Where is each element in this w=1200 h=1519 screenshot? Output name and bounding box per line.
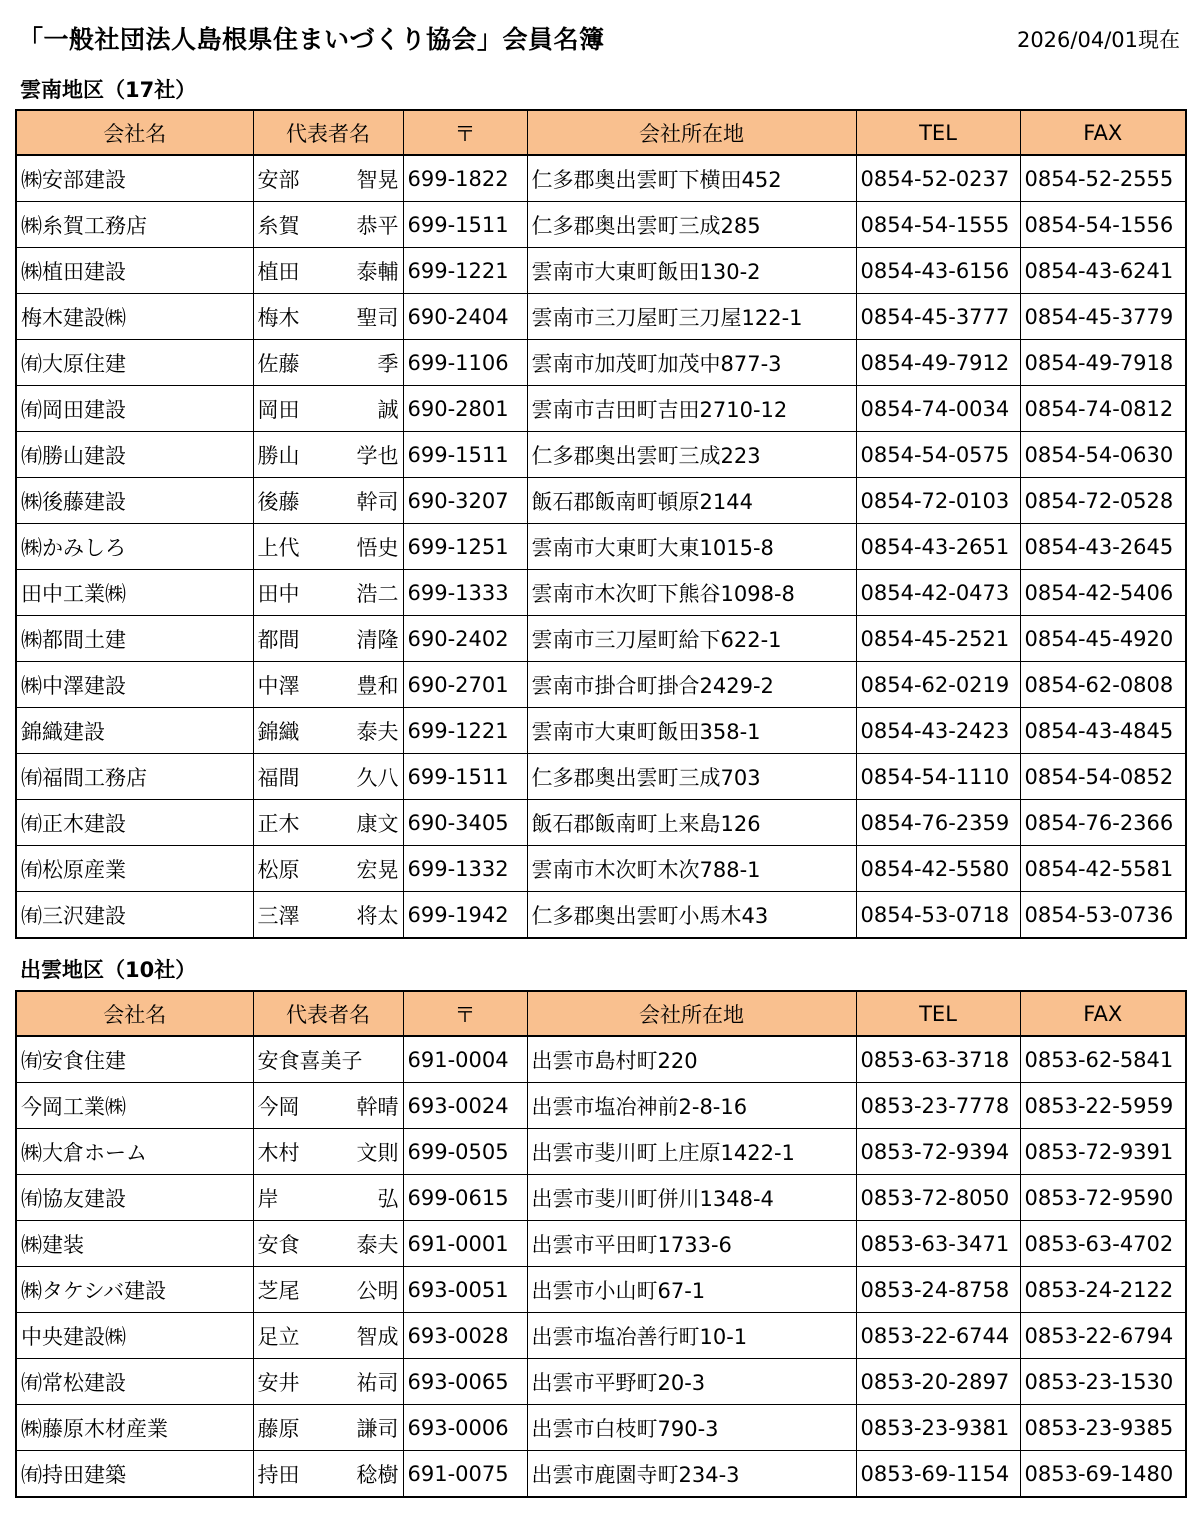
table-row bbox=[16, 1129, 1186, 1175]
tel-number: 0853-72-9394 bbox=[856, 1129, 1020, 1175]
section-label-izumo: 出雲地区（10社） bbox=[20, 958, 197, 982]
representative-surname: 足立 bbox=[257, 1324, 300, 1349]
representative-surname: 錦織 bbox=[257, 719, 300, 744]
fax-number: 0854-54-1556 bbox=[1020, 202, 1186, 248]
company-address: 出雲市島村町220 bbox=[527, 1036, 856, 1083]
company-name: ㈱糸賀工務店 bbox=[16, 202, 253, 248]
representative-name bbox=[253, 524, 403, 570]
table-header-row bbox=[16, 991, 1186, 1036]
postal-code: 690-2402 bbox=[403, 616, 527, 662]
representative-name bbox=[253, 1175, 403, 1221]
tel-number: 0854-72-0103 bbox=[856, 478, 1020, 524]
fax-number: 0854-49-7918 bbox=[1020, 340, 1186, 386]
representative-name bbox=[253, 846, 403, 892]
representative-given-name: 謙司 bbox=[356, 1416, 399, 1441]
tel-number: 0853-72-8050 bbox=[856, 1175, 1020, 1221]
tel-number: 0854-43-2651 bbox=[856, 524, 1020, 570]
representative-name bbox=[253, 892, 403, 939]
company-address: 雲南市大東町大東1015-8 bbox=[527, 524, 856, 570]
tel-number: 0853-24-8758 bbox=[856, 1267, 1020, 1313]
representative-given-name: 恭平 bbox=[356, 213, 399, 238]
company-name: ㈱大倉ホーム bbox=[16, 1129, 253, 1175]
header-company: 会社名 bbox=[16, 991, 253, 1036]
representative-name bbox=[253, 1221, 403, 1267]
company-name: ㈲常松建設 bbox=[16, 1359, 253, 1405]
company-address: 雲南市木次町下熊谷1098-8 bbox=[527, 570, 856, 616]
representative-given-name: 文則 bbox=[356, 1140, 399, 1165]
table-row bbox=[16, 616, 1186, 662]
company-address: 仁多郡奥出雲町三成285 bbox=[527, 202, 856, 248]
fax-number: 0853-23-9385 bbox=[1020, 1405, 1186, 1451]
representative-given-name: 豊和 bbox=[356, 673, 399, 698]
representative-name bbox=[253, 155, 403, 202]
fax-number: 0854-72-0528 bbox=[1020, 478, 1186, 524]
representative-surname: 正木 bbox=[257, 811, 300, 836]
table-row bbox=[16, 340, 1186, 386]
company-name: 梅木建設㈱ bbox=[16, 294, 253, 340]
representative-given-name: 清隆 bbox=[356, 627, 399, 652]
representative-given-name: 浩二 bbox=[356, 581, 399, 606]
representative-surname: 上代 bbox=[257, 535, 300, 560]
representative-name bbox=[253, 570, 403, 616]
postal-code: 693-0006 bbox=[403, 1405, 527, 1451]
company-address: 雲南市吉田町吉田2710-12 bbox=[527, 386, 856, 432]
company-name: 田中工業㈱ bbox=[16, 570, 253, 616]
representative-name bbox=[253, 1129, 403, 1175]
table-row bbox=[16, 1221, 1186, 1267]
table-row bbox=[16, 1313, 1186, 1359]
representative-name bbox=[253, 616, 403, 662]
representative-given-name: 宏晃 bbox=[356, 857, 399, 882]
tel-number: 0854-54-0575 bbox=[856, 432, 1020, 478]
postal-code: 693-0024 bbox=[403, 1083, 527, 1129]
representative-given-name: 智成 bbox=[356, 1324, 399, 1349]
representative-given-name: 稔樹 bbox=[356, 1462, 399, 1487]
postal-code: 699-0615 bbox=[403, 1175, 527, 1221]
company-name: ㈲大原住建 bbox=[16, 340, 253, 386]
representative-surname: 勝山 bbox=[257, 443, 300, 468]
tel-number: 0853-63-3471 bbox=[856, 1221, 1020, 1267]
representative-surname: 持田 bbox=[257, 1462, 300, 1487]
tel-number: 0853-69-1154 bbox=[856, 1451, 1020, 1498]
company-address: 出雲市平田町1733-6 bbox=[527, 1221, 856, 1267]
representative-surname: 梅木 bbox=[257, 305, 300, 330]
postal-code: 699-1333 bbox=[403, 570, 527, 616]
fax-number: 0853-62-5841 bbox=[1020, 1036, 1186, 1083]
section-label-unnan: 雲南地区（17社） bbox=[20, 78, 197, 102]
company-name: ㈱後藤建設 bbox=[16, 478, 253, 524]
table-row bbox=[16, 524, 1186, 570]
company-name: ㈱かみしろ bbox=[16, 524, 253, 570]
representative-given-name: 弘 bbox=[377, 1186, 399, 1211]
representative-surname: 後藤 bbox=[257, 489, 300, 514]
header-address: 会社所在地 bbox=[527, 991, 856, 1036]
representative-given-name: 祐司 bbox=[356, 1370, 399, 1395]
tel-number: 0853-63-3718 bbox=[856, 1036, 1020, 1083]
representative-name bbox=[253, 1036, 403, 1083]
company-address: 雲南市木次町木次788-1 bbox=[527, 846, 856, 892]
table-row bbox=[16, 1451, 1186, 1498]
company-name: ㈱藤原木材産業 bbox=[16, 1405, 253, 1451]
header-representative: 代表者名 bbox=[253, 991, 403, 1036]
representative-name bbox=[253, 478, 403, 524]
representative-name bbox=[253, 248, 403, 294]
company-name: ㈲安食住建 bbox=[16, 1036, 253, 1083]
representative-surname: 田中 bbox=[257, 581, 300, 606]
representative-surname: 糸賀 bbox=[257, 213, 300, 238]
representative-surname: 都間 bbox=[257, 627, 300, 652]
company-address: 出雲市鹿園寺町234-3 bbox=[527, 1451, 856, 1498]
postal-code: 690-3405 bbox=[403, 800, 527, 846]
postal-code: 691-0001 bbox=[403, 1221, 527, 1267]
representative-surname: 安食喜美子 bbox=[257, 1048, 363, 1073]
company-name: ㈲正木建設 bbox=[16, 800, 253, 846]
document-title: 「一般社団法人島根県住まいづくり協会」会員名簿 bbox=[18, 25, 605, 54]
fax-number: 0854-43-2645 bbox=[1020, 524, 1186, 570]
member-table-unnan bbox=[15, 109, 1187, 939]
representative-name bbox=[253, 1267, 403, 1313]
fax-number: 0854-42-5406 bbox=[1020, 570, 1186, 616]
fax-number: 0853-69-1480 bbox=[1020, 1451, 1186, 1498]
representative-name bbox=[253, 386, 403, 432]
company-address: 出雲市小山町67-1 bbox=[527, 1267, 856, 1313]
representative-name bbox=[253, 754, 403, 800]
company-name: ㈲岡田建設 bbox=[16, 386, 253, 432]
fax-number: 0854-62-0808 bbox=[1020, 662, 1186, 708]
company-name: ㈱植田建設 bbox=[16, 248, 253, 294]
postal-code: 690-2701 bbox=[403, 662, 527, 708]
postal-code: 693-0028 bbox=[403, 1313, 527, 1359]
postal-code: 699-1332 bbox=[403, 846, 527, 892]
postal-code: 693-0051 bbox=[403, 1267, 527, 1313]
tel-number: 0854-54-1555 bbox=[856, 202, 1020, 248]
fax-number: 0853-72-9590 bbox=[1020, 1175, 1186, 1221]
representative-given-name: 悟史 bbox=[356, 535, 399, 560]
tel-number: 0853-23-7778 bbox=[856, 1083, 1020, 1129]
tel-number: 0854-53-0718 bbox=[856, 892, 1020, 939]
fax-number: 0854-53-0736 bbox=[1020, 892, 1186, 939]
fax-number: 0853-22-6794 bbox=[1020, 1313, 1186, 1359]
document-header bbox=[18, 20, 1182, 60]
representative-surname: 今岡 bbox=[257, 1094, 300, 1119]
representative-surname: 松原 bbox=[257, 857, 300, 882]
company-name: ㈲協友建設 bbox=[16, 1175, 253, 1221]
company-name: ㈲勝山建設 bbox=[16, 432, 253, 478]
company-address: 雲南市掛合町掛合2429-2 bbox=[527, 662, 856, 708]
company-name: ㈱中澤建設 bbox=[16, 662, 253, 708]
fax-number: 0854-45-4920 bbox=[1020, 616, 1186, 662]
fax-number: 0854-43-4845 bbox=[1020, 708, 1186, 754]
representative-name bbox=[253, 340, 403, 386]
fax-number: 0853-72-9391 bbox=[1020, 1129, 1186, 1175]
header-representative: 代表者名 bbox=[253, 110, 403, 155]
table-row bbox=[16, 570, 1186, 616]
header-tel: TEL bbox=[856, 110, 1020, 155]
postal-code: 699-1221 bbox=[403, 708, 527, 754]
postal-code: 690-3207 bbox=[403, 478, 527, 524]
representative-name bbox=[253, 1405, 403, 1451]
company-address: 仁多郡奥出雲町三成223 bbox=[527, 432, 856, 478]
table-row bbox=[16, 800, 1186, 846]
table-row bbox=[16, 478, 1186, 524]
representative-given-name: 公明 bbox=[356, 1278, 399, 1303]
company-name: ㈲松原産業 bbox=[16, 846, 253, 892]
fax-number: 0854-42-5581 bbox=[1020, 846, 1186, 892]
company-address: 出雲市斐川町上庄原1422-1 bbox=[527, 1129, 856, 1175]
representative-given-name: 将太 bbox=[356, 903, 399, 928]
company-name: ㈲福間工務店 bbox=[16, 754, 253, 800]
representative-surname: 岸 bbox=[257, 1186, 279, 1211]
fax-number: 0853-63-4702 bbox=[1020, 1221, 1186, 1267]
postal-code: 699-1511 bbox=[403, 202, 527, 248]
table-row bbox=[16, 1036, 1186, 1083]
company-name: ㈱建装 bbox=[16, 1221, 253, 1267]
header-fax: FAX bbox=[1020, 110, 1186, 155]
tel-number: 0854-49-7912 bbox=[856, 340, 1020, 386]
postal-code: 690-2404 bbox=[403, 294, 527, 340]
postal-code: 693-0065 bbox=[403, 1359, 527, 1405]
company-address: 雲南市大東町飯田130-2 bbox=[527, 248, 856, 294]
table-row bbox=[16, 155, 1186, 202]
member-table-izumo bbox=[15, 990, 1187, 1498]
postal-code: 699-1511 bbox=[403, 432, 527, 478]
company-address: 飯石郡飯南町上来島126 bbox=[527, 800, 856, 846]
fax-number: 0853-22-5959 bbox=[1020, 1083, 1186, 1129]
representative-given-name: 誠 bbox=[377, 397, 399, 422]
representative-surname: 藤原 bbox=[257, 1416, 300, 1441]
tel-number: 0854-76-2359 bbox=[856, 800, 1020, 846]
table-row bbox=[16, 386, 1186, 432]
fax-number: 0854-74-0812 bbox=[1020, 386, 1186, 432]
company-name: 中央建設㈱ bbox=[16, 1313, 253, 1359]
tel-number: 0854-43-2423 bbox=[856, 708, 1020, 754]
company-address: 仁多郡奥出雲町下横田452 bbox=[527, 155, 856, 202]
representative-name bbox=[253, 432, 403, 478]
company-address: 出雲市塩冶善行町10-1 bbox=[527, 1313, 856, 1359]
representative-name bbox=[253, 1083, 403, 1129]
company-address: 雲南市三刀屋町三刀屋122-1 bbox=[527, 294, 856, 340]
company-name: ㈲三沢建設 bbox=[16, 892, 253, 939]
representative-surname: 安食 bbox=[257, 1232, 300, 1257]
representative-name bbox=[253, 662, 403, 708]
header-zip: 〒 bbox=[403, 110, 527, 155]
company-name: ㈱安部建設 bbox=[16, 155, 253, 202]
fax-number: 0853-23-1530 bbox=[1020, 1359, 1186, 1405]
tel-number: 0854-45-2521 bbox=[856, 616, 1020, 662]
postal-code: 699-1221 bbox=[403, 248, 527, 294]
table-row bbox=[16, 662, 1186, 708]
representative-name bbox=[253, 800, 403, 846]
postal-code: 691-0075 bbox=[403, 1451, 527, 1498]
fax-number: 0854-52-2555 bbox=[1020, 155, 1186, 202]
company-name: ㈲持田建築 bbox=[16, 1451, 253, 1498]
tel-number: 0853-23-9381 bbox=[856, 1405, 1020, 1451]
representative-given-name: 聖司 bbox=[356, 305, 399, 330]
tel-number: 0854-43-6156 bbox=[856, 248, 1020, 294]
company-name: 錦織建設 bbox=[16, 708, 253, 754]
tel-number: 0854-42-5580 bbox=[856, 846, 1020, 892]
tel-number: 0853-22-6744 bbox=[856, 1313, 1020, 1359]
table-header-row bbox=[16, 110, 1186, 155]
postal-code: 699-1511 bbox=[403, 754, 527, 800]
company-address: 仁多郡奥出雲町三成703 bbox=[527, 754, 856, 800]
header-zip: 〒 bbox=[403, 991, 527, 1036]
header-fax: FAX bbox=[1020, 991, 1186, 1036]
representative-given-name: 幹司 bbox=[356, 489, 399, 514]
representative-surname: 福間 bbox=[257, 765, 300, 790]
tel-number: 0853-20-2897 bbox=[856, 1359, 1020, 1405]
postal-code: 690-2801 bbox=[403, 386, 527, 432]
table-row bbox=[16, 754, 1186, 800]
company-address: 飯石郡飯南町頓原2144 bbox=[527, 478, 856, 524]
representative-surname: 安井 bbox=[257, 1370, 300, 1395]
tel-number: 0854-54-1110 bbox=[856, 754, 1020, 800]
representative-surname: 三澤 bbox=[257, 903, 300, 928]
representative-given-name: 泰夫 bbox=[356, 719, 399, 744]
table-row bbox=[16, 892, 1186, 939]
company-address: 仁多郡奥出雲町小馬木43 bbox=[527, 892, 856, 939]
representative-surname: 植田 bbox=[257, 259, 300, 284]
tel-number: 0854-42-0473 bbox=[856, 570, 1020, 616]
table-row bbox=[16, 708, 1186, 754]
representative-name bbox=[253, 1359, 403, 1405]
representative-surname: 中澤 bbox=[257, 673, 300, 698]
fax-number: 0853-24-2122 bbox=[1020, 1267, 1186, 1313]
table-row bbox=[16, 248, 1186, 294]
representative-given-name: 泰輔 bbox=[356, 259, 399, 284]
postal-code: 699-1251 bbox=[403, 524, 527, 570]
table-row bbox=[16, 294, 1186, 340]
company-name: ㈱都間土建 bbox=[16, 616, 253, 662]
company-address: 出雲市斐川町併川1348-4 bbox=[527, 1175, 856, 1221]
representative-name bbox=[253, 1313, 403, 1359]
company-address: 雲南市三刀屋町給下622-1 bbox=[527, 616, 856, 662]
representative-given-name: 季 bbox=[377, 351, 399, 376]
tel-number: 0854-45-3777 bbox=[856, 294, 1020, 340]
company-name: ㈱タケシバ建設 bbox=[16, 1267, 253, 1313]
table-row bbox=[16, 846, 1186, 892]
table-row bbox=[16, 1405, 1186, 1451]
representative-given-name: 泰夫 bbox=[356, 1232, 399, 1257]
tel-number: 0854-52-0237 bbox=[856, 155, 1020, 202]
representative-name bbox=[253, 1451, 403, 1498]
representative-name bbox=[253, 202, 403, 248]
representative-given-name: 康文 bbox=[356, 811, 399, 836]
company-address: 出雲市平野町20-3 bbox=[527, 1359, 856, 1405]
company-address: 雲南市加茂町加茂中877-3 bbox=[527, 340, 856, 386]
representative-surname: 佐藤 bbox=[257, 351, 300, 376]
company-address: 出雲市塩冶神前2-8-16 bbox=[527, 1083, 856, 1129]
postal-code: 691-0004 bbox=[403, 1036, 527, 1083]
table-row bbox=[16, 202, 1186, 248]
tel-number: 0854-74-0034 bbox=[856, 386, 1020, 432]
tel-number: 0854-62-0219 bbox=[856, 662, 1020, 708]
representative-surname: 木村 bbox=[257, 1140, 300, 1165]
fax-number: 0854-45-3779 bbox=[1020, 294, 1186, 340]
representative-surname: 安部 bbox=[257, 167, 300, 192]
company-address: 出雲市白枝町790-3 bbox=[527, 1405, 856, 1451]
postal-code: 699-1942 bbox=[403, 892, 527, 939]
fax-number: 0854-54-0630 bbox=[1020, 432, 1186, 478]
fax-number: 0854-54-0852 bbox=[1020, 754, 1186, 800]
header-address: 会社所在地 bbox=[527, 110, 856, 155]
as-of-date: 2026/04/01現在 bbox=[1016, 28, 1180, 52]
postal-code: 699-1106 bbox=[403, 340, 527, 386]
header-company: 会社名 bbox=[16, 110, 253, 155]
representative-surname: 芝尾 bbox=[257, 1278, 300, 1303]
representative-surname: 岡田 bbox=[257, 397, 300, 422]
table-row bbox=[16, 1175, 1186, 1221]
table-row bbox=[16, 1267, 1186, 1313]
representative-name bbox=[253, 294, 403, 340]
company-address: 雲南市大東町飯田358-1 bbox=[527, 708, 856, 754]
postal-code: 699-0505 bbox=[403, 1129, 527, 1175]
company-name: 今岡工業㈱ bbox=[16, 1083, 253, 1129]
fax-number: 0854-43-6241 bbox=[1020, 248, 1186, 294]
representative-given-name: 幹晴 bbox=[356, 1094, 399, 1119]
representative-name bbox=[253, 708, 403, 754]
fax-number: 0854-76-2366 bbox=[1020, 800, 1186, 846]
table-row bbox=[16, 1083, 1186, 1129]
representative-given-name: 学也 bbox=[356, 443, 399, 468]
representative-given-name: 智晃 bbox=[356, 167, 399, 192]
table-row bbox=[16, 1359, 1186, 1405]
header-tel: TEL bbox=[856, 991, 1020, 1036]
table-row bbox=[16, 432, 1186, 478]
postal-code: 699-1822 bbox=[403, 155, 527, 202]
representative-given-name: 久八 bbox=[356, 765, 399, 790]
